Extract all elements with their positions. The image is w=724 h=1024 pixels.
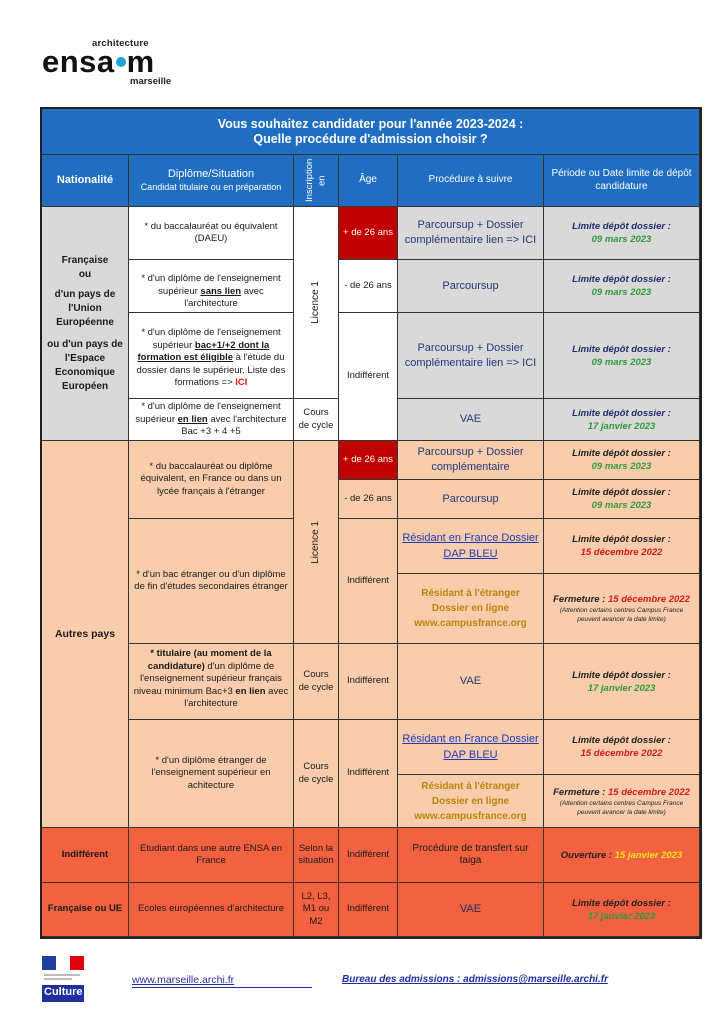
g2-deadline-3: Limite dépôt dossier : 15 décembre 2022 [544, 519, 700, 574]
g3-proc-taiga: Procédure de transfert sur taiga [398, 828, 544, 883]
g2-diplome-bac-etranger: * d'un bac étranger ou d'un diplôme de fin d'études secondaires étranger [129, 519, 294, 644]
g1-proc-parcoursup-dossier-2[interactable]: Parcoursup + Dossier complémentaire lien => ICI [398, 313, 544, 399]
g1-deadline-2: Limite dépôt dossier : 09 mars 2023 [544, 260, 700, 313]
g2-age-plus26: + de 26 ans [339, 441, 398, 480]
table-title: Vous souhaitez candidater pour l'année 2023-2024 : Quelle procédure d'admission choisir ? [42, 109, 700, 155]
dap-bleu-link-2[interactable]: Résidant en France Dossier [402, 733, 539, 745]
campusfrance-link-2[interactable]: www.campusfrance.org [414, 810, 527, 822]
g2-age-minus26: - de 26 ans [339, 480, 398, 519]
g2-inscription-cycle-2: Cours de cycle [294, 720, 339, 828]
dap-bleu-link-1[interactable]: Résidant en France Dossier [402, 532, 539, 544]
logo-marseille-text: marseille [130, 76, 172, 87]
g1-deadline-4: Limite dépôt dossier : 17 janvier 2023 [544, 399, 700, 441]
logo-m-text: m [126, 44, 155, 79]
logo-architecture-text: architecture [92, 38, 149, 49]
g2-proc-parcoursup-dossier: Parcoursup + Dossier complémentaire [398, 441, 544, 480]
g2-deadline-1: Limite dépôt dossier : 09 mars 2023 [544, 441, 700, 480]
g3-nationalite: Indifférent [42, 828, 129, 883]
g3-inscription: Selon la situation [294, 828, 339, 883]
g2-deadline-4: Fermeture : 15 décembre 2022 (Attention certains centres Campus France peuvent avancer la date limite) [544, 574, 700, 644]
g1-proc-parcoursup: Parcoursup [398, 260, 544, 313]
g1-inscription-licence1: Licence 1 [294, 207, 339, 399]
g4-deadline: Limite dépôt dossier : 17 janvier 2023 [544, 883, 700, 937]
dap-bleu-link-2b[interactable]: DAP BLEU [443, 749, 498, 761]
g2-inscription-cycle-1: Cours de cycle [294, 644, 339, 720]
g2-age-indifferent-3: Indifférent [339, 720, 398, 828]
g1-nationalite: Française ou d'un pays de l'Union Européenne ou d'un pays de l'Espace Economique Européen [42, 207, 129, 441]
g2-deadline-2: Limite dépôt dossier : 09 mars 2023 [544, 480, 700, 519]
header-nationalite: Nationalité [42, 155, 129, 207]
header-inscription: Inscription en [294, 155, 339, 207]
logo-ensa-text: ensa [42, 44, 115, 79]
g1-diplome-en-lien: * d'un diplôme de l'enseignement supérieur en lien avec l'architecture Bac +3 + 4 +5 [129, 399, 294, 441]
g2-inscription-licence1: Licence 1 [294, 441, 339, 644]
g2-proc-campusfrance-1: Résidant à l'étranger Dossier en ligne www.campusfrance.org [398, 574, 544, 644]
g1-deadline-3: Limite dépôt dossier : 09 mars 2023 [544, 313, 700, 399]
g1-diplome-sans-lien: * d'un diplôme de l'enseignement supérieur sans lien avec l'architecture [129, 260, 294, 313]
g3-age: Indifférent [339, 828, 398, 883]
g2-deadline-6: Limite dépôt dossier : 15 décembre 2022 [544, 720, 700, 775]
admission-table [40, 107, 702, 939]
logo-dot-icon [116, 57, 126, 67]
g2-deadline-5: Limite dépôt dossier : 17 janvier 2023 [544, 644, 700, 720]
g4-diplome: Ecoles européennes d'architecture [129, 883, 294, 937]
g1-proc-parcoursup-dossier[interactable]: Parcoursup + Dossier complémentaire lien => ICI [398, 207, 544, 260]
g3-diplome: Etudiant dans une autre ENSA en France [129, 828, 294, 883]
g1-proc-vae: VAE [398, 399, 544, 441]
header-procedure: Procédure à suivre [398, 155, 544, 207]
header-diplome: Diplôme/Situation Candidat titulaire ou en préparation [129, 155, 294, 207]
g1-age-minus26: - de 26 ans [339, 260, 398, 313]
g4-proc-vae: VAE [398, 883, 544, 937]
g2-proc-vae: VAE [398, 644, 544, 720]
g2-proc-dap-bleu-2 [398, 720, 544, 775]
g2-nationalite: Autres pays [42, 441, 129, 828]
website-underline [132, 987, 312, 988]
culture-text: Culture [44, 986, 83, 998]
g4-age: Indifférent [339, 883, 398, 937]
g2-age-indifferent-2: Indifférent [339, 644, 398, 720]
ensa-marseille-logo [42, 38, 182, 88]
g2-diplome-etranger-archi: * d'un diplôme étranger de l'enseignement supérieur en achitecture [129, 720, 294, 828]
g2-proc-dap-bleu-1 [398, 519, 544, 574]
website-link[interactable]: www.marseille.archi.fr [132, 974, 235, 986]
g1-formations-link[interactable]: ICI [235, 377, 248, 388]
g2-proc-parcoursup: Parcoursup [398, 480, 544, 519]
g4-nationalite: Française ou UE [42, 883, 129, 937]
g2-diplome-bac: * du baccalauréat ou diplôme équivalent, en France ou dans un lycée français à l'étranger [129, 441, 294, 519]
g2-deadline-7: Fermeture : 15 décembre 2022 (Attention certains centres Campus France peuvent avancer la date limite) [544, 775, 700, 828]
g3-deadline: Ouverture : 15 janvier 2023 [544, 828, 700, 883]
g1-age-plus26: + de 26 ans [339, 207, 398, 260]
g1-deadline-1: Limite dépôt dossier : 09 mars 2023 [544, 207, 700, 260]
g2-proc-campusfrance-2: Résidant à l'étranger Dossier en ligne www.campusfrance.org [398, 775, 544, 828]
admissions-email-link[interactable]: Bureau des admissions : admissions@marseille.archi.fr [342, 974, 608, 985]
ministere-culture-logo [42, 956, 84, 1002]
dap-bleu-link-1b[interactable]: DAP BLEU [443, 548, 498, 560]
g1-diplome-bac12: * d'un diplôme de l'enseignement supérieur bac+1/+2 dont la formation est éligible à l'étude du dossier dans le supérieur. Liste des formations => ICI [129, 313, 294, 399]
g1-inscription-cycle: Cours de cycle [294, 399, 339, 441]
campusfrance-link-1[interactable]: www.campusfrance.org [414, 618, 527, 629]
g2-diplome-superieur-fr: * titulaire (au moment de la candidature) d'un diplôme de l'enseignement supérieur français niveau minimum Bac+3 en lien avec l'architecture [129, 644, 294, 720]
g1-diplome-bac: * du baccalauréat ou équivalent (DAEU) [129, 207, 294, 260]
header-periode: Période ou Date limite de dépôt candidature [544, 155, 700, 207]
g4-inscription: L2, L3, M1 ou M2 [294, 883, 339, 937]
g2-age-indifferent-1: Indifférent [339, 519, 398, 644]
header-age: Âge [339, 155, 398, 207]
g1-age-indifferent: Indifférent [339, 313, 398, 441]
